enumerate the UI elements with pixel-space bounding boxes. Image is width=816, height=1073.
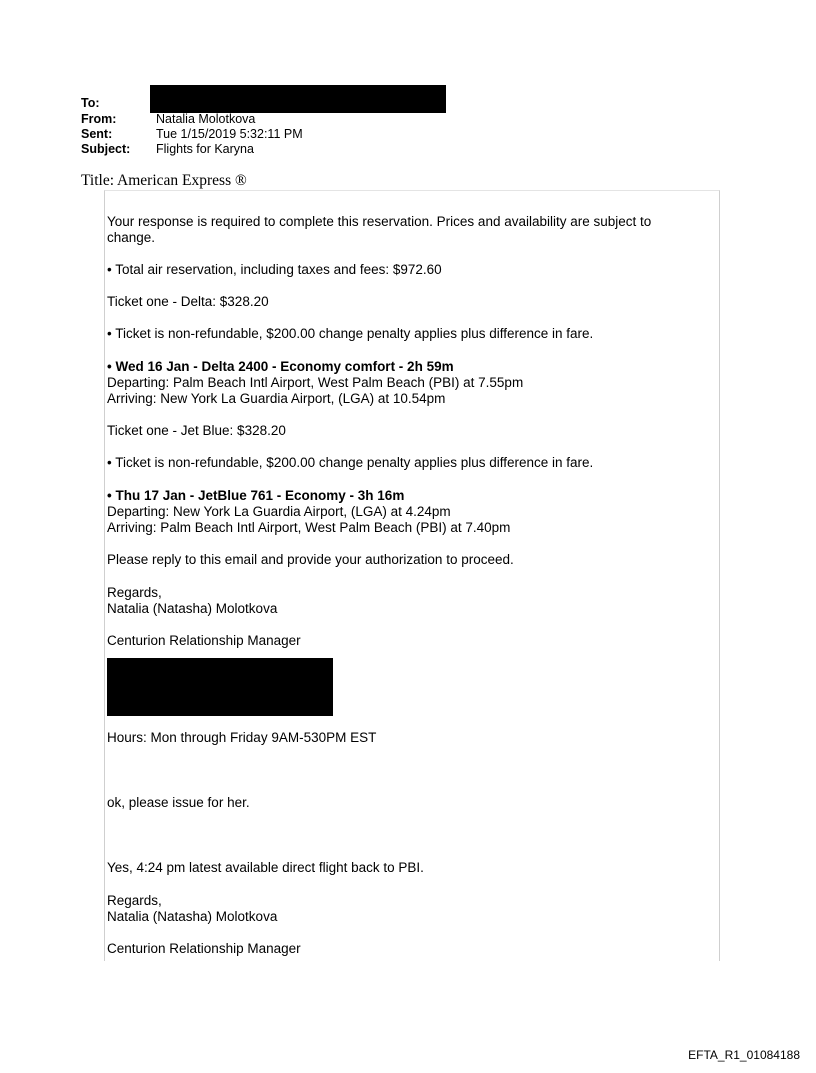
sent-value: Tue 1/15/2019 5:32:11 PM bbox=[156, 127, 303, 141]
redaction-block bbox=[150, 85, 446, 113]
reply-latest: Yes, 4:24 pm latest available direct flight back to PBI. bbox=[107, 860, 424, 875]
ticket1-heading: Ticket one - Delta: $328.20 bbox=[107, 294, 269, 309]
signature-1: Natalia (Natasha) Molotkova bbox=[107, 601, 278, 616]
subject-label: Subject: bbox=[81, 142, 131, 156]
sent-row bbox=[81, 127, 303, 142]
ticket2-flight: • Thu 17 Jan - JetBlue 761 - Economy - 3h 16m bbox=[107, 488, 405, 503]
ticket1-departing: Departing: Palm Beach Intl Airport, West Palm Beach (PBI) at 7.55pm bbox=[107, 375, 524, 390]
ticket2-policy: • Ticket is non-refundable, $200.00 change penalty applies plus difference in fare. bbox=[107, 455, 594, 470]
to-row bbox=[81, 96, 156, 111]
from-value: Natalia Molotkova bbox=[156, 112, 256, 126]
ticket1-policy: • Ticket is non-refundable, $200.00 change penalty applies plus difference in fare. bbox=[107, 326, 594, 341]
to-label: To: bbox=[81, 96, 100, 110]
document-id: EFTA_R1_01084188 bbox=[688, 1048, 800, 1062]
intro-line-1: Your response is required to complete this reservation. Prices and availability are subject to bbox=[107, 214, 652, 229]
ticket1-flight: • Wed 16 Jan - Delta 2400 - Economy comfort - 2h 59m bbox=[107, 359, 454, 374]
reply-request: Please reply to this email and provide your authorization to proceed. bbox=[107, 552, 514, 567]
document-title: Title: American Express ® bbox=[81, 172, 247, 189]
hours: Hours: Mon through Friday 9AM-530PM EST bbox=[107, 730, 377, 745]
ticket2-departing: Departing: New York La Guardia Airport, (LGA) at 4.24pm bbox=[107, 504, 451, 519]
reply-ok: ok, please issue for her. bbox=[107, 795, 250, 810]
from-row bbox=[81, 112, 255, 127]
total-price: • Total air reservation, including taxes and fees: $972.60 bbox=[107, 262, 442, 277]
ticket2-arriving: Arriving: Palm Beach Intl Airport, West Palm Beach (PBI) at 7.40pm bbox=[107, 520, 511, 535]
ticket1-arriving: Arriving: New York La Guardia Airport, (LGA) at 10.54pm bbox=[107, 391, 446, 406]
from-label: From: bbox=[81, 112, 117, 126]
regards-1: Regards, bbox=[107, 585, 162, 600]
subject-row bbox=[81, 142, 254, 157]
role-2: Centurion Relationship Manager bbox=[107, 941, 301, 956]
redaction-block-signature bbox=[107, 658, 333, 716]
intro-line-2: change. bbox=[107, 230, 156, 245]
signature-2: Natalia (Natasha) Molotkova bbox=[107, 909, 278, 924]
ticket2-heading: Ticket one - Jet Blue: $328.20 bbox=[107, 423, 286, 438]
role-1: Centurion Relationship Manager bbox=[107, 633, 301, 648]
sent-label: Sent: bbox=[81, 127, 113, 141]
regards-2: Regards, bbox=[107, 893, 162, 908]
subject-value: Flights for Karyna bbox=[156, 142, 254, 156]
